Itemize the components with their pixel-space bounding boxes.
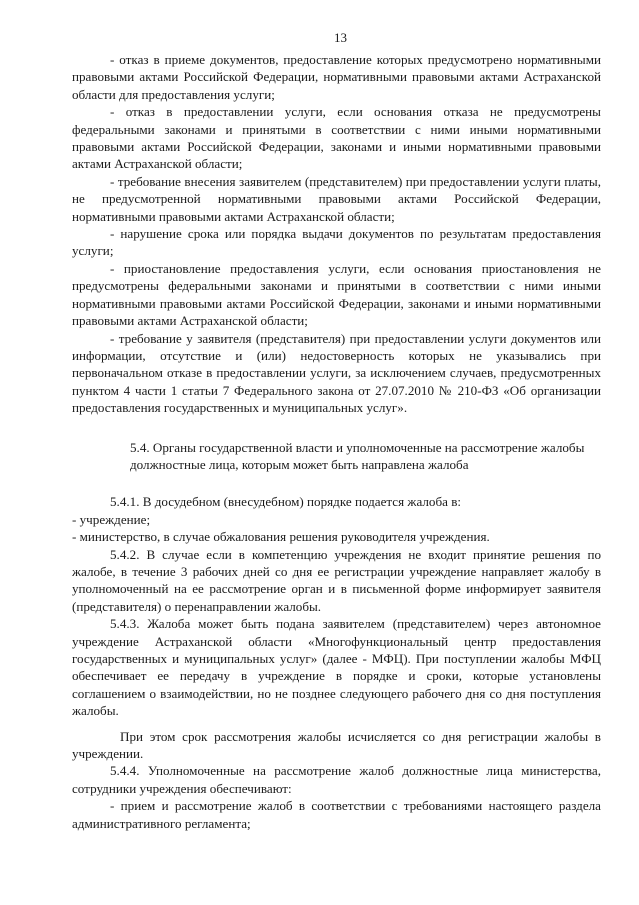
list-item-institution: - учреждение; xyxy=(72,511,151,527)
section-heading: 5.4. Органы государственной власти и уполномоченные на рассмотрение жалобы должностные лица, которым может быть направлена жалоба xyxy=(130,439,585,472)
list-item-complaint-review: - прием и рассмотрение жалоб в соответствии с требованиями настоящего раздела административного регламента; xyxy=(72,798,601,831)
paragraph-document-requirement: - требование у заявителя (представителя) при предоставлении услуги документов или информации, отсутствие и (или) недостоверность которых не указывались при первоначальном отказе в предоставлении услуги, за исключением случаев, предусмотренных пунктом 4 части 1 статьи 7 Федерального закона от 27.07.2010 № 210-ФЗ «Об организации предоставления государственных и муниципальных услуг». xyxy=(72,330,601,416)
paragraph-refusal-service: - отказ в предоставлении услуги, если основания отказа не предусмотрены федеральными законами и принятыми в соответствии с ними иными нормативными правовыми актами Российской Федерации, законами и иными нормативными правовыми актами Астраханской области; xyxy=(72,104,601,172)
page-number: 13 xyxy=(334,30,347,45)
paragraph-deadline-violation: - нарушение срока или порядка выдачи документов по результатам предоставления услуги; xyxy=(72,226,601,259)
paragraph-5-4-3: 5.4.3. Жалоба может быть подана заявителем (представителем) через автономное учреждение Астраханской области «Многофункциональный центр предоставления государственных и муниципальных услуг» (далее - МФЦ). При поступлении жалобы МФЦ обеспечивает ее передачу в учреждение в порядке и сроки, которые установлены соглашением о взаимодействии, но не позднее следующего рабочего дня со дня поступления жалобы. xyxy=(72,616,601,719)
paragraph-suspension: - приостановление предоставления услуги, если основания приостановления не предусмотрены федеральными законами и принятыми в соответствии с ними иными нормативными правовыми актами Российской Федерации, законами и иными нормативными правовыми актами Астраханской области; xyxy=(72,260,601,329)
paragraph-5-4-4: 5.4.4. Уполномоченные на рассмотрение жалоб должностные лица министерства, сотрудники учреждения обеспечивают: xyxy=(72,763,601,796)
paragraph-refusal-documents: - отказ в приеме документов, предоставление которых предусмотрено нормативными правовыми актами Российской Федерации, нормативными правовыми актами Астраханской области для предоставления услуги; xyxy=(72,52,601,102)
paragraph-fee-requirement: - требование внесения заявителем (представителем) при предоставлении услуги платы, не предусмотренной нормативными правовыми актами Российской Федерации, нормативными правовыми актами Астраханской области; xyxy=(72,173,601,224)
paragraph-review-period: При этом срок рассмотрения жалобы исчисляется со дня регистрации жалобы в учреждении. xyxy=(72,728,601,762)
paragraph-gap xyxy=(72,720,601,728)
paragraph-5-4-2: 5.4.2. В случае если в компетенцию учреждения не входит принятие решения по жалобе, в течение 3 рабочих дней со дня ее регистрации учреждение направляет жалобу в уполномоченный на ее рассмотрение орган и в письменной форме информирует заявителя (представителя) о перенаправлении жалобы. xyxy=(72,546,601,614)
paragraph-5-4-1: 5.4.1. В досудебном (внесудебном) порядке подается жалоба в: xyxy=(110,494,462,510)
list-item-ministry: - министерство, в случае обжалования решения руководителя учреждения. xyxy=(72,529,490,545)
